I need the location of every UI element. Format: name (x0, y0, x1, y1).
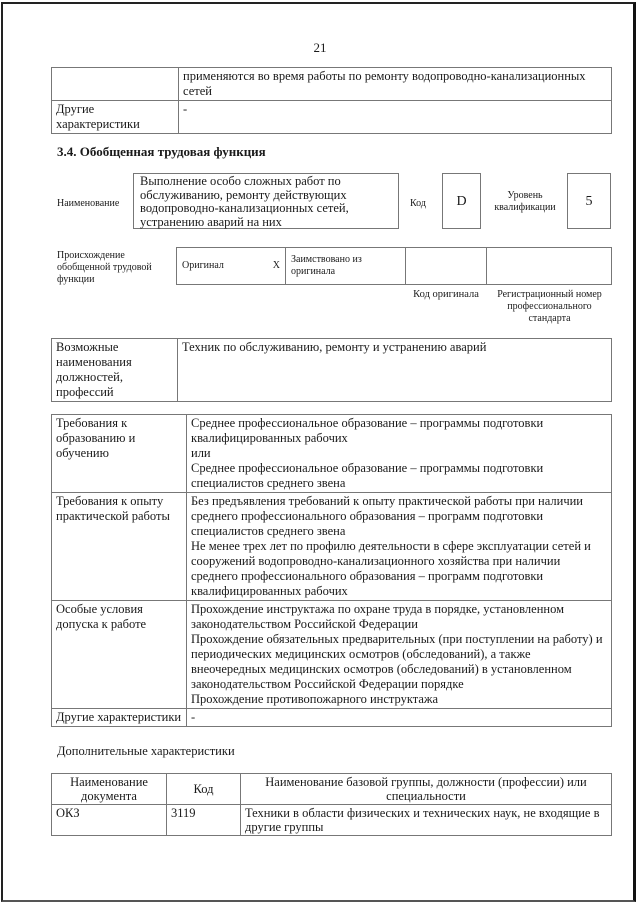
requirement-line: или (191, 446, 211, 460)
row-value: применяются во время работы по ремонту водопроводно-канализационных сетей (179, 68, 612, 101)
column-header: Наименование документа (52, 774, 167, 805)
requirement-line: Не менее трех лет по профилю деятельности в сфере эксплуатации сетей и сооружений водопроводно-канализационного хозяйства при наличии среднего профессионального образования – программ подготовки квалифицированных рабочих (191, 539, 591, 598)
table-row (52, 415, 612, 493)
table-row (52, 101, 612, 134)
row-label: Другие характеристики (52, 101, 179, 134)
requirement-label: Особые условия допуска к работе (52, 601, 187, 709)
code-box: D (442, 173, 481, 229)
requirement-line: Прохождение противопожарного инструктажа (191, 692, 439, 706)
requirement-value (187, 709, 612, 727)
additional-table (51, 773, 612, 836)
table-row (52, 68, 612, 101)
original-code-cell (406, 248, 487, 285)
column-header: Код (167, 774, 241, 805)
requirement-line: - (191, 710, 196, 724)
origin-label: Происхождение обобщенной трудовой функции (57, 250, 152, 285)
table-row (52, 709, 612, 727)
reg-number-cell (487, 248, 612, 285)
table-row (52, 339, 612, 402)
borrowed-label: Заимствовано из оригинала (286, 248, 406, 285)
positions-value: Техник по обслуживанию, ремонту и устранению аварий (178, 339, 612, 402)
doc-cell: ОКЗ (52, 805, 167, 836)
requirement-line: Без предъявления требований к опыту практической работы при наличии среднего профессионального образования – программ подготовки специалистов среднего звена (191, 494, 583, 538)
requirement-value (187, 601, 612, 709)
original-mark: X (247, 248, 286, 285)
table-row (52, 601, 612, 709)
table-header-row (52, 774, 612, 805)
column-header: Наименование базовой группы, должности (профессии) или специальности (241, 774, 612, 805)
continued-table (51, 67, 612, 134)
page-number: 21 (313, 40, 327, 55)
requirements-table (51, 414, 612, 727)
table-row (177, 248, 612, 285)
requirement-value (187, 415, 612, 493)
section-heading: 3.4. Обобщенная трудовая функция (57, 144, 266, 159)
name-cell: Техники в области физических и технических наук, не входящие в другие группы (241, 805, 612, 836)
function-name-box: Выполнение особо сложных работ по обслуживанию, ремонту действующих водопроводно-канализационных сетей, устранению аварий на них (133, 173, 399, 229)
additional-heading: Дополнительные характеристики (57, 744, 235, 758)
table-row (52, 805, 612, 836)
original-label: Оригинал (177, 248, 247, 285)
qualification-level-box: 5 (567, 173, 611, 229)
requirement-label: Требования к образованию и обучению (52, 415, 187, 493)
positions-label: Возможные наименования должностей, профессий (52, 339, 178, 402)
code-label: Код (410, 198, 426, 209)
requirement-line: Среднее профессиональное образование – программы подготовки квалифицированных рабочих (191, 416, 544, 445)
row-value: - (179, 101, 612, 134)
positions-table (51, 338, 612, 402)
origin-table (176, 247, 612, 285)
requirement-line: Прохождение инструктажа по охране труда в порядке, установленном законодательством Российской Федерации (191, 602, 565, 631)
table-row (52, 493, 612, 601)
original-code-caption: Код оригинала (413, 289, 479, 300)
reg-number-caption: Регистрационный номер профессионального стандарта (497, 289, 602, 324)
name-label: Наименование (57, 198, 120, 209)
qualification-level-label: Уровень квалификации (494, 190, 556, 213)
code-cell: 3119 (167, 805, 241, 836)
requirement-line: Прохождение обязательных предварительных (при поступлении на работу) и периодических медицинских осмотров (обследований), а также внеочередных медицинских осмотров (обследований) в установленном законодательством Российской Федерации порядке (191, 632, 603, 691)
requirement-value (187, 493, 612, 601)
requirement-label: Требования к опыту практической работы (52, 493, 187, 601)
requirement-line: Среднее профессиональное образование – программы подготовки специалистов среднего звена (191, 461, 544, 490)
row-label (52, 68, 179, 101)
requirement-label: Другие характеристики (52, 709, 187, 727)
